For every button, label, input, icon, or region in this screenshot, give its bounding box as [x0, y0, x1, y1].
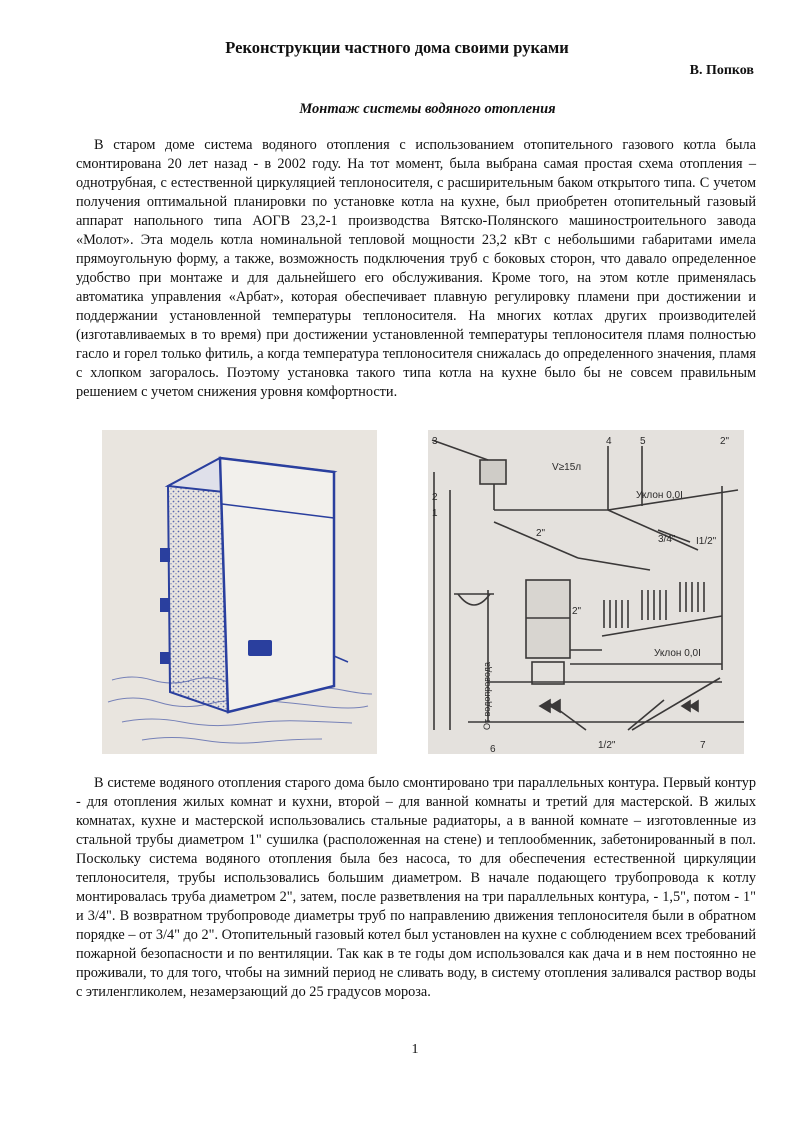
- heating-scheme-diagram: [428, 430, 744, 754]
- paragraph-intro: В старом доме система водяного отопления с использованием отопительного газового котла была смонтирована 20 лет назад - в 2002 году. На тот момент, была выбрана самая простая схема отопления – однотрубная, с естественной циркуляцией теплоносителя, с расширительным баком открытого типа. С учетом получения оптимальной планировки по установке котла на кухне, был приобретен отопительный газовый аппарат напольного типа АОГВ 23,2-1 производства Вятско-Полянского машиностроительного завода «Молот». Эта модель котла номинальной тепловой мощности 23,2 кВт с небольшими габаритами имела прямоугольную форму, а также, возможность подключения труб с боковых сторон, что давало определенное удобство при монтаже и для дальнейшего его обслуживания. Кроме того, на этом котле применялась автоматика управления «Арбат», которая обеспечивает плавную регулировку пламени при достижении и поддержании установленной температуры теплоносителя. На многих котлах других производителей (изготавливаемых в то время) при достижении установленной температуры теплоносителя пламя полностью гасло и горел только фитиль, а когда температура теплоносителя снижалась до определенного значения, пламя с хлопком загоралось. Поэтому установка такого типа котла на кухне было бы не совсем правильным решением с учетом снижения уровня комфортности.: [76, 137, 756, 400]
- label-n1: 1: [432, 508, 438, 519]
- label-slope2: Уклон 0,0I: [654, 648, 701, 659]
- document-title: Реконструкции частного дома своими руками: [225, 38, 569, 57]
- label-d2a: 2": [720, 436, 730, 447]
- boiler-illustration: [102, 430, 377, 754]
- label-n6: 6: [490, 744, 496, 754]
- expansion-tank: [480, 460, 506, 484]
- label-d2c: 2": [572, 606, 582, 617]
- label-d2b: 2": [536, 528, 546, 539]
- label-d34: 3/4": [658, 534, 676, 545]
- label-tank: V≥15л: [552, 462, 582, 473]
- label-n3: 3: [432, 436, 438, 447]
- section-title: Монтаж системы водяного отопления: [299, 101, 556, 117]
- label-slope1: Уклон 0,0I: [636, 490, 683, 501]
- label-n7: 7: [700, 740, 706, 751]
- label-n5: 5: [640, 436, 646, 447]
- label-n4: 4: [606, 436, 612, 447]
- label-d12: 1/2": [598, 740, 616, 751]
- label-d112: I1/2": [696, 536, 717, 547]
- label-pipe: От водопровода: [482, 662, 492, 730]
- page-number: 1: [411, 1042, 419, 1057]
- paragraph-circuits: В системе водяного отопления старого дома было смонтировано три параллельных контура. Первый контур - для отопления жилых комнат и кухни, второй – для ванной комнаты и третий для мастерской. В жилых комнатах, кухне и мастерской использовались стальные радиаторы, а в ванной комнате – изготовленные из стальной трубы диаметром 1" сушилка (расположенная на стене) и теплообменник, забетонированный в пол. Поскольку система водяного отопления была без насоса, то для обеспечения естественной циркуляции теплоносителя, трубы использовались большим диаметром. В начале подающего трубопровода к котлу монтировалась труба диаметром 2", затем, после разветвления на три параллельных контура, - 1,5", потом - 1" и 3/4". В возвратном трубопроводе диаметры труб по направлению движения теплоносителя были в обратном порядке – от 3/4" до 2". Отопительный газовый котел был установлен на кухне с соблюдением всех требований пожарной безопасности и по вентиляции. Так как в те годы дом использовался как дача и в нем постоянно не проживали, то для того, чтобы на зимний период не сливать воду, в систему отопления заливался раствор воды с этиленгликолем, незамерзающий до 25 градусов мороза.: [76, 775, 756, 1000]
- boiler-symbol: [526, 580, 570, 658]
- author-name: В. Попков: [689, 63, 754, 78]
- label-n2: 2: [432, 492, 438, 503]
